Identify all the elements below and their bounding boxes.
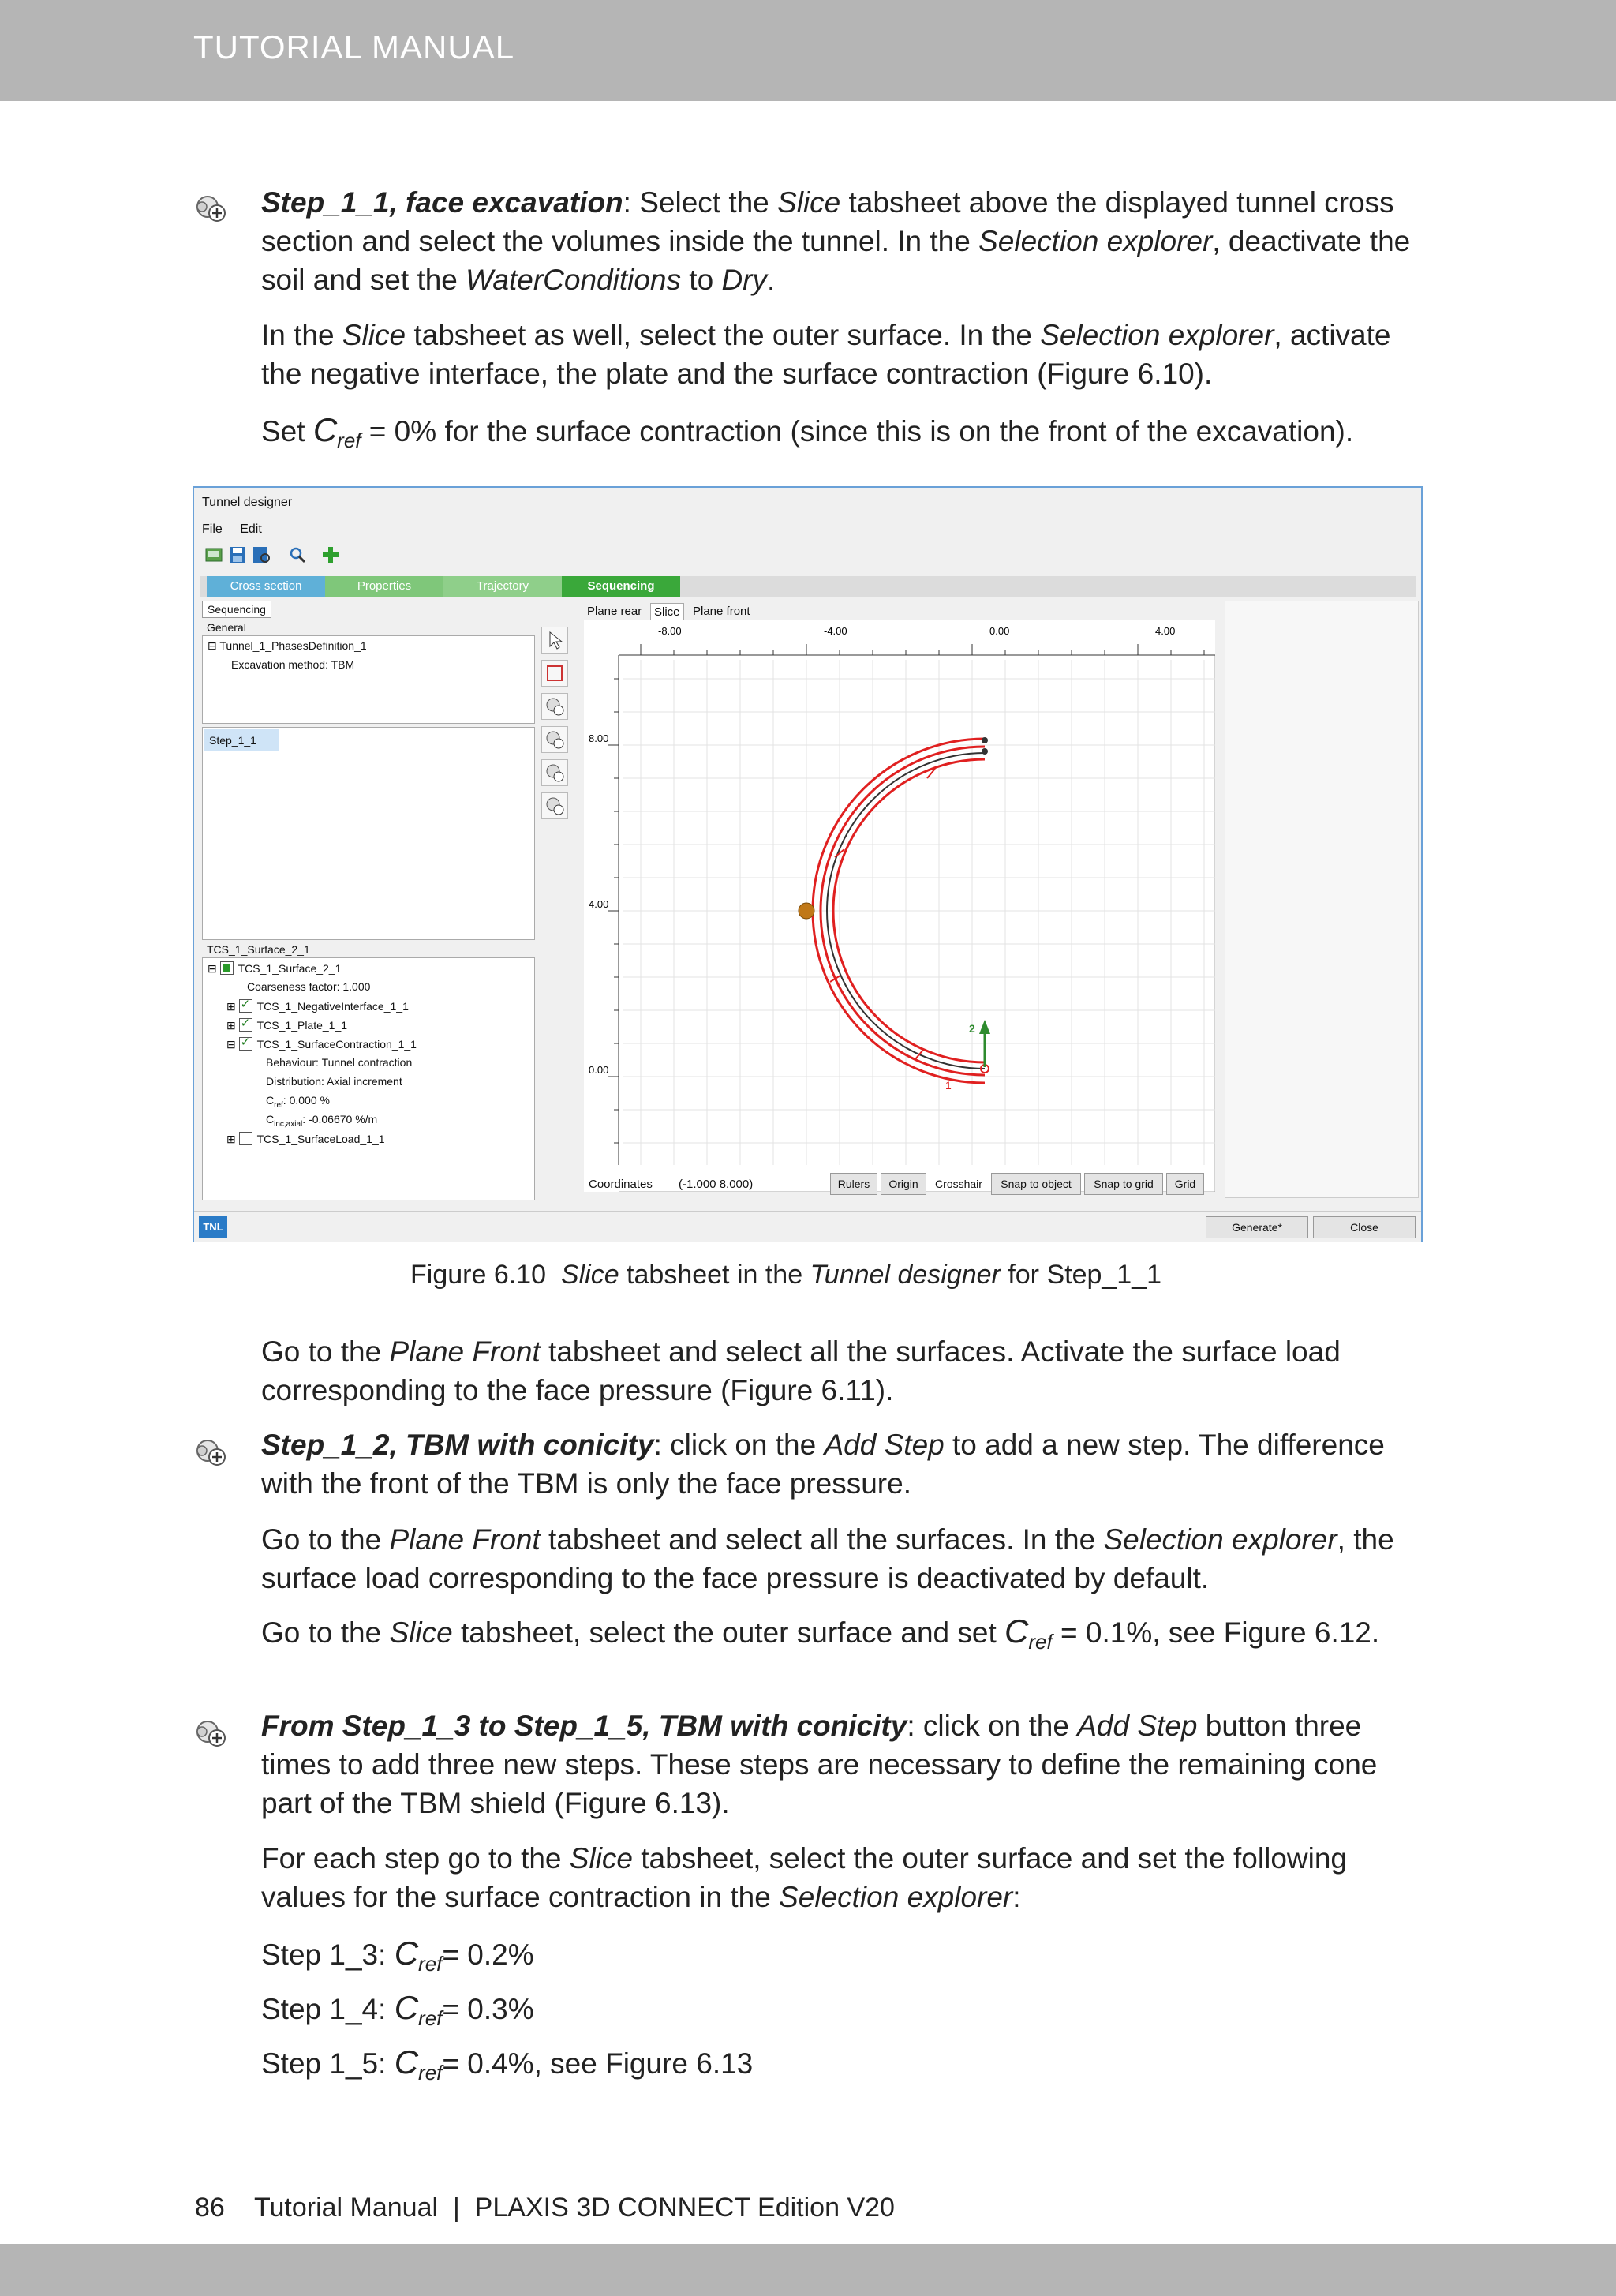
grid-button[interactable]: Grid xyxy=(1166,1173,1204,1195)
cinc-value[interactable]: $C_{inc,axial}$: -0.06670 %/m xyxy=(266,1113,378,1129)
steps-list xyxy=(202,727,535,940)
paragraph-step-1-1: Step_1_1, face excavation: Select the Slice tabsheet above the displayed tunnel cross section and select the volumes inside the tunnel. In the Selection explorer, deactivate the soil and set the WaterConditions to Dry. xyxy=(261,186,1411,296)
origin-marker-icon xyxy=(799,903,814,919)
coordinates-value: (-1.000 8.000) xyxy=(679,1178,754,1191)
x-tick-label: 0.00 xyxy=(989,625,1010,637)
window-status-bar xyxy=(194,1211,1421,1242)
slice-canvas[interactable] xyxy=(584,620,1215,1192)
paragraph-step-1-2: Step_1_2, TBM with conicity: click on the Add Step to add a new step. The difference with the front of the TBM is only the face pressure. xyxy=(261,1429,1385,1500)
tab-sequencing[interactable]: Sequencing xyxy=(202,601,271,618)
wizard-properties[interactable]: Properties xyxy=(325,576,443,597)
pointer-icon[interactable] xyxy=(541,627,568,654)
tree-node-excavation[interactable]: Excavation method: TBM xyxy=(231,658,355,671)
rulers-button[interactable]: Rulers xyxy=(830,1173,877,1195)
window-title: Tunnel designer xyxy=(202,496,293,509)
sequencing-panel xyxy=(200,601,532,1208)
axis-label-2: 2 xyxy=(969,1022,975,1035)
behaviour-label: Behaviour: Tunnel contraction xyxy=(266,1056,413,1069)
step-item-1-1[interactable]: Step_1_1 xyxy=(204,729,279,751)
x-tick-label: -8.00 xyxy=(658,625,682,637)
paragraph-plane-front: Go to the Plane Front tabsheet and select all the surfaces. Activate the surface load corresponding to the face pressure (Figure 6.11). xyxy=(261,1335,1341,1406)
page-footer: 86 Tutorial Manual | PLAXIS 3D CONNECT Edition V20 xyxy=(195,2193,895,2223)
snap-to-object-button[interactable]: Snap to object xyxy=(991,1173,1081,1195)
y-tick-label: 8.00 xyxy=(589,732,609,744)
crosshair-button[interactable]: Crosshair xyxy=(935,1178,982,1190)
phases-tree xyxy=(202,635,535,724)
step-value-1-5: Step 1_5: $C_{ref}= 0.4\%$, see Figure 6.13 xyxy=(261,2043,754,2084)
general-label: General xyxy=(207,621,246,634)
tab-plane-front[interactable]: Plane front xyxy=(693,605,750,618)
surface-label: TCS_1_Surface_2_1 xyxy=(207,943,310,956)
coarseness-label: Coarseness factor: 1.000 xyxy=(247,980,371,993)
tab-slice[interactable]: Slice xyxy=(650,603,684,620)
selection-explorer-tree xyxy=(202,957,535,1200)
save-icon[interactable] xyxy=(227,545,248,565)
close-button[interactable]: Close xyxy=(1313,1216,1416,1238)
roller-tool-2-icon[interactable] xyxy=(541,792,568,819)
bottom-banner xyxy=(0,2244,1616,2296)
add-icon[interactable] xyxy=(320,545,341,565)
x-tick-label: -4.00 xyxy=(824,625,847,637)
save-as-icon[interactable] xyxy=(251,545,271,565)
tab-plane-rear[interactable]: Plane rear xyxy=(587,605,642,618)
paragraph-cref-0-1: Go to the Slice tabsheet, select the outer surface and set $C_{ref} = 0.1\%$, see Figure 6.12. xyxy=(261,1612,1380,1654)
step-add-icon xyxy=(192,191,231,226)
wizard-sequencing[interactable]: Sequencing xyxy=(562,576,680,597)
origin-button[interactable]: Origin xyxy=(881,1173,926,1195)
paragraph-steps-1-3-to-1-5: From Step_1_3 to Step_1_5, TBM with conicity: click on the Add Step button three times to add three new steps. These steps are necessary to define the remaining cone part of the TBM shield (Figure 6.13). xyxy=(261,1710,1378,1819)
distribution-label: Distribution: Axial increment xyxy=(266,1075,402,1088)
canvas-status-strip xyxy=(584,1173,1215,1197)
axis-label-1: 1 xyxy=(945,1079,952,1092)
search-icon[interactable] xyxy=(287,545,308,565)
right-panel xyxy=(1225,601,1419,1198)
tree-node-contraction[interactable]: ⊟ ✓TCS_1_SurfaceContraction_1_1 xyxy=(226,1037,417,1051)
x-tick-label: 4.00 xyxy=(1155,625,1176,637)
menu-file[interactable]: File xyxy=(202,522,223,536)
step-add-icon xyxy=(192,1716,231,1751)
tree-node-neg-interface[interactable]: ⊞ ✓TCS_1_NegativeInterface_1_1 xyxy=(226,999,409,1013)
paragraph-cref-zero: Set $C_{ref} = 0\%$ for the surface contraction (since this is on the front of the excavation). xyxy=(261,411,1354,452)
roller-tool-icon[interactable] xyxy=(541,759,568,786)
menu-bar xyxy=(202,522,276,537)
add-roller-icon[interactable] xyxy=(541,693,568,720)
tree-node-phases[interactable]: ⊟ Tunnel_1_PhasesDefinition_1 xyxy=(208,639,367,652)
tnl-badge: TNL xyxy=(199,1216,227,1238)
remove-roller-icon[interactable] xyxy=(541,726,568,753)
wizard-trajectory[interactable]: Trajectory xyxy=(443,576,562,597)
snap-to-grid-button[interactable]: Snap to grid xyxy=(1084,1173,1163,1195)
menu-edit[interactable]: Edit xyxy=(240,522,262,536)
paragraph-outer-surface: In the Slice tabsheet as well, select the outer surface. In the Selection explorer, activate the negative interface, the plate and the surface contraction (Figure 6.10). xyxy=(261,319,1391,390)
tree-node-surface-load[interactable]: ⊞ TCS_1_SurfaceLoad_1_1 xyxy=(226,1133,385,1145)
figure-caption: Figure 6.10 Slice tabsheet in the Tunnel designer for Step_1_1 xyxy=(410,1260,1162,1290)
step-add-icon xyxy=(192,1435,231,1470)
generate-button[interactable]: Generate* xyxy=(1206,1216,1308,1238)
y-tick-label: 4.00 xyxy=(589,898,609,910)
wizard-cross-section[interactable]: Cross section xyxy=(207,576,325,597)
y-tick-label: 0.00 xyxy=(589,1064,609,1076)
top-banner xyxy=(0,0,1616,101)
tunnel-designer-screenshot xyxy=(193,486,1423,1242)
step-value-1-4: Step 1_4: $C_{ref}= 0.3\%$ xyxy=(261,1989,534,2030)
tree-node-surface[interactable]: ⊟ TCS_1_Surface_2_1 xyxy=(208,962,342,975)
paragraph-face-pressure: Go to the Plane Front tabsheet and select all the surfaces. In the Selection explorer, the surface load corresponding to the face pressure is deactivated by default. xyxy=(261,1523,1394,1594)
manual-header: TUTORIAL MANUAL xyxy=(193,28,515,66)
open-icon[interactable] xyxy=(204,545,224,565)
paragraph-each-step: For each step go to the Slice tabsheet, select the outer surface and set the following values for the surface contraction in the Selection explorer: xyxy=(261,1842,1348,1913)
tree-node-plate[interactable]: ⊞ ✓TCS_1_Plate_1_1 xyxy=(226,1018,347,1032)
step-value-1-3: Step 1_3: $C_{ref}= 0.2\%$ xyxy=(261,1935,534,1976)
select-rectangle-icon[interactable] xyxy=(541,660,568,687)
cref-value[interactable]: $C_{ref}$: 0.000 % xyxy=(266,1094,330,1110)
coordinates-label: Coordinates xyxy=(589,1178,653,1191)
wizard-bar xyxy=(200,576,1416,597)
